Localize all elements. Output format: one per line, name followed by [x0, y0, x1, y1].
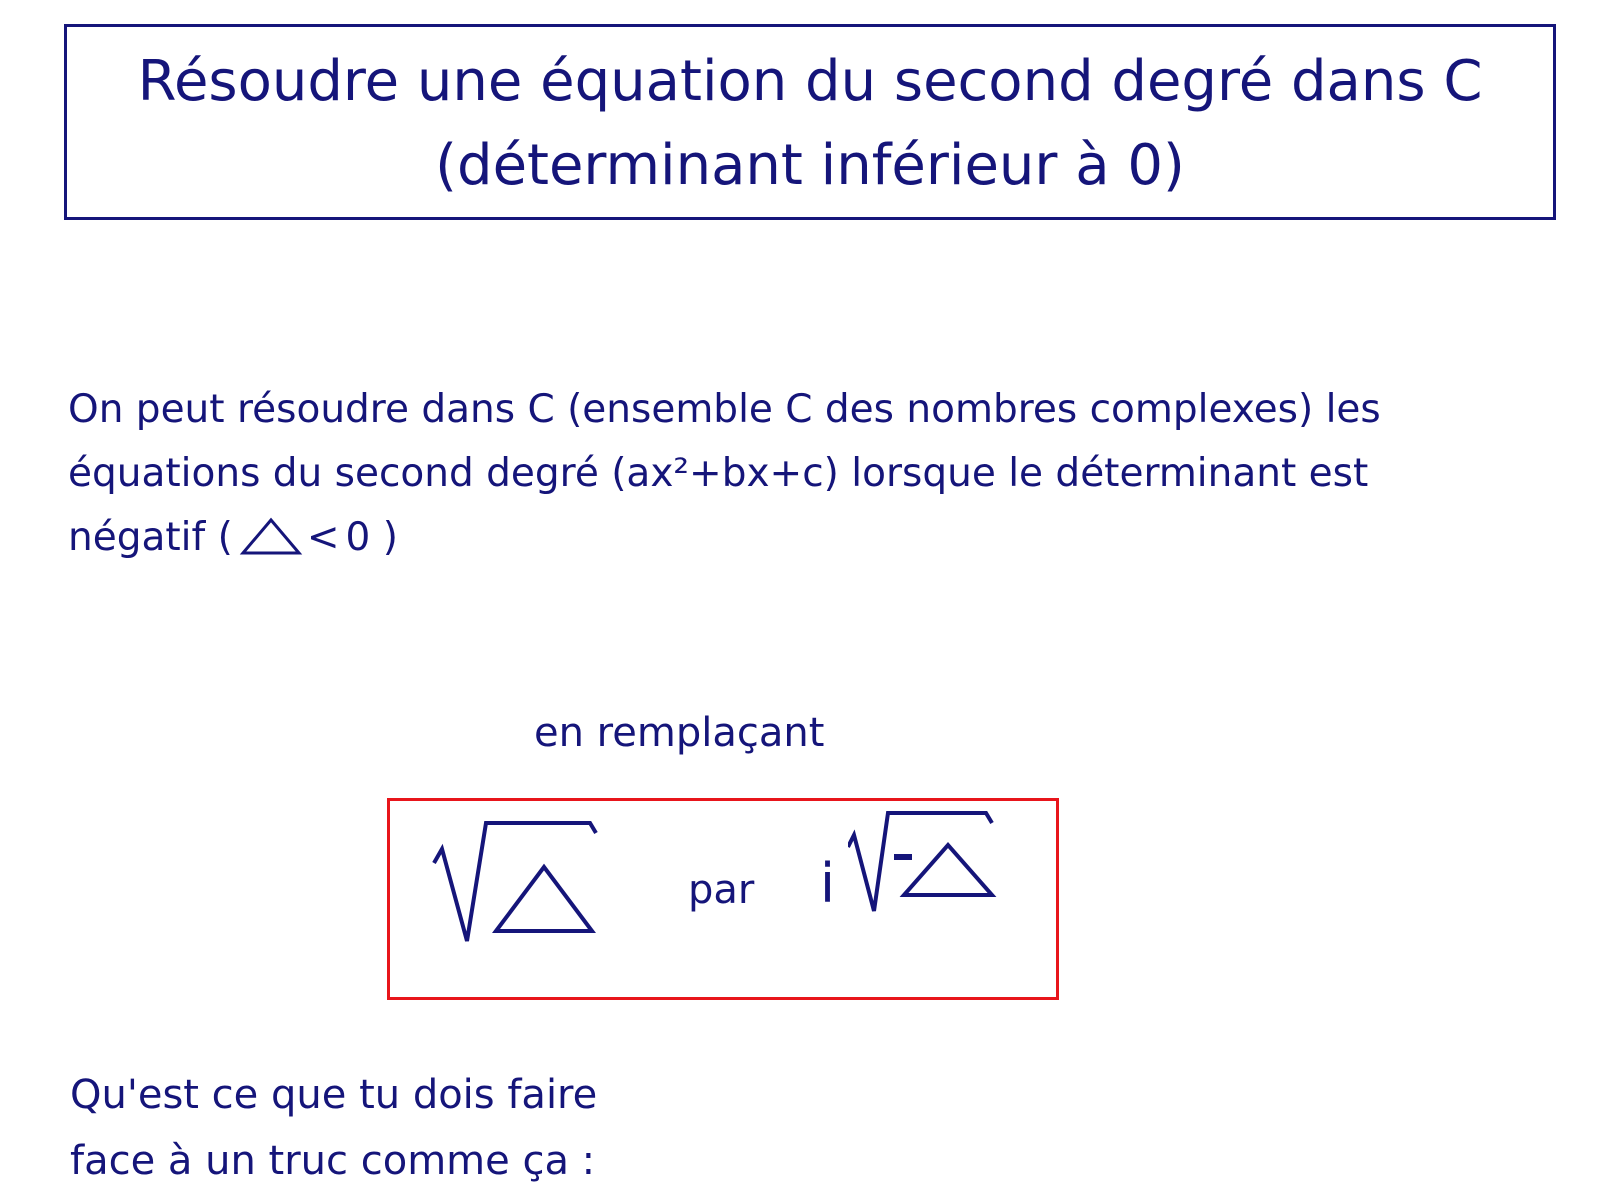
paragraph-line-3-end: 0 )	[345, 515, 398, 560]
paragraph-line-2: équations du second degré (ax²+bx+c) lorsque le déterminant est	[68, 451, 1369, 496]
paragraph-line-3	[68, 506, 1548, 570]
delta-icon	[239, 516, 303, 556]
sqrt-delta-icon	[430, 819, 605, 949]
intro-paragraph	[68, 378, 1548, 570]
question-line-2: face à un truc comme ça :	[70, 1138, 596, 1184]
replace-label: en remplaçant	[534, 710, 825, 756]
page-title-line-1: Résoudre une équation du second degré dans C	[137, 49, 1483, 114]
paragraph-line-3-start: négatif (	[68, 515, 233, 560]
imaginary-i: i	[820, 852, 836, 915]
sqrt-minus-delta-icon	[848, 809, 1008, 929]
less-than-sign: <	[306, 515, 340, 560]
question-text	[70, 1062, 597, 1194]
question-line-1: Qu'est ce que tu dois faire	[70, 1072, 598, 1118]
page-title-line-2: (déterminant inférieur à 0)	[435, 133, 1185, 198]
by-word: par	[688, 867, 755, 913]
formula-box	[387, 798, 1059, 1000]
paragraph-line-1: On peut résoudre dans C (ensemble C des nombres complexes) les	[68, 387, 1381, 432]
title-box	[64, 24, 1556, 220]
